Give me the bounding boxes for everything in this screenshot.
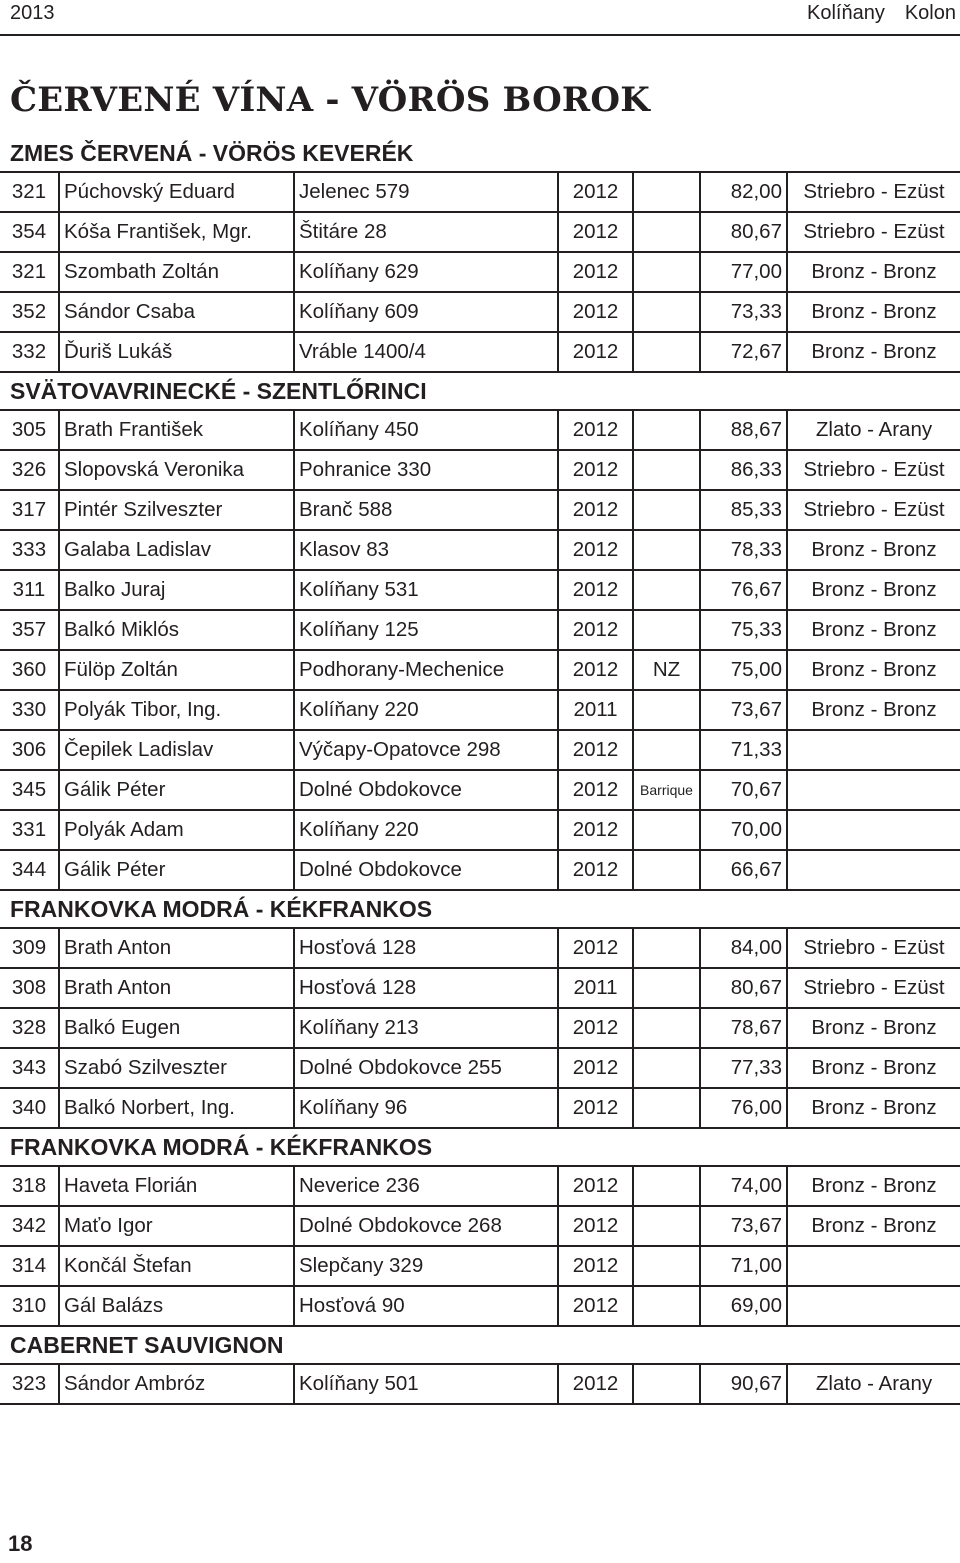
producer-address-cell: Kolíňany 213	[294, 1008, 558, 1048]
vintage-year-cell: 2012	[558, 1048, 633, 1088]
entry-number-cell: 305	[0, 410, 59, 450]
vintage-year-cell: 2012	[558, 610, 633, 650]
medal-cell: Striebro - Ezüst	[787, 968, 960, 1008]
results-table	[0, 409, 960, 891]
results-list	[0, 135, 960, 1405]
medal-cell: Bronz - Bronz	[787, 690, 960, 730]
section-title: ZMES ČERVENÁ - VÖRÖS KEVERÉK	[10, 140, 414, 166]
entry-number-cell: 308	[0, 968, 59, 1008]
score-cell: 70,67	[700, 770, 787, 810]
producer-name-cell: Gál Balázs	[59, 1286, 294, 1326]
producer-name-cell: Fülöp Zoltán	[59, 650, 294, 690]
vintage-year-cell: 2012	[558, 570, 633, 610]
wine-note-cell	[633, 1206, 700, 1246]
vintage-year-cell: 2012	[558, 410, 633, 450]
wine-note-cell	[633, 530, 700, 570]
wine-note-cell	[633, 292, 700, 332]
entry-number-cell: 306	[0, 730, 59, 770]
producer-address-cell: Dolné Obdokovce 268	[294, 1206, 558, 1246]
vintage-year-cell: 2012	[558, 1286, 633, 1326]
table-row	[0, 410, 960, 450]
wine-note-cell	[633, 570, 700, 610]
producer-name-cell: Szombath Zoltán	[59, 252, 294, 292]
producer-name-cell: Szabó Szilveszter	[59, 1048, 294, 1088]
wine-note-cell	[633, 450, 700, 490]
entry-number-cell: 354	[0, 212, 59, 252]
producer-address-cell: Vráble 1400/4	[294, 332, 558, 372]
table-row	[0, 212, 960, 252]
producer-address-cell: Výčapy-Opatovce 298	[294, 730, 558, 770]
entry-number-cell: 323	[0, 1364, 59, 1404]
medal-cell	[787, 850, 960, 890]
producer-name-cell: Sándor Ambróz	[59, 1364, 294, 1404]
medal-cell: Zlato - Arany	[787, 410, 960, 450]
results-table	[0, 1363, 960, 1405]
table-row	[0, 450, 960, 490]
producer-address-cell: Kolíňany 450	[294, 410, 558, 450]
table-row	[0, 690, 960, 730]
producer-address-cell: Hosťová 90	[294, 1286, 558, 1326]
producer-name-cell: Brath Anton	[59, 968, 294, 1008]
producer-address-cell: Kolíňany 96	[294, 1088, 558, 1128]
table-row	[0, 928, 960, 968]
score-cell: 86,33	[700, 450, 787, 490]
score-cell: 80,67	[700, 968, 787, 1008]
score-cell: 73,33	[700, 292, 787, 332]
producer-address-cell: Neverice 236	[294, 1166, 558, 1206]
wine-note-cell	[633, 1088, 700, 1128]
score-cell: 80,67	[700, 212, 787, 252]
wine-note-cell	[633, 1286, 700, 1326]
vintage-year-cell: 2011	[558, 690, 633, 730]
producer-name-cell: Haveta Florián	[59, 1166, 294, 1206]
producer-name-cell: Gálik Péter	[59, 850, 294, 890]
entry-number-cell: 344	[0, 850, 59, 890]
score-cell: 69,00	[700, 1286, 787, 1326]
score-cell: 77,33	[700, 1048, 787, 1088]
page-header	[0, 0, 960, 36]
score-cell: 66,67	[700, 850, 787, 890]
wine-note-cell	[633, 332, 700, 372]
vintage-year-cell: 2012	[558, 530, 633, 570]
table-row	[0, 1286, 960, 1326]
producer-name-cell: Polyák Tibor, Ing.	[59, 690, 294, 730]
table-row	[0, 810, 960, 850]
vintage-year-cell: 2012	[558, 928, 633, 968]
producer-name-cell: Ďuriš Lukáš	[59, 332, 294, 372]
section-title: CABERNET SAUVIGNON	[10, 1332, 284, 1358]
producer-address-cell: Kolíňany 609	[294, 292, 558, 332]
entry-number-cell: 310	[0, 1286, 59, 1326]
entry-number-cell: 318	[0, 1166, 59, 1206]
header-rule	[0, 34, 960, 36]
table-row	[0, 1364, 960, 1404]
producer-address-cell: Kolíňany 125	[294, 610, 558, 650]
wine-note-cell	[633, 1364, 700, 1404]
vintage-year-cell: 2012	[558, 650, 633, 690]
medal-cell: Bronz - Bronz	[787, 530, 960, 570]
results-table	[0, 927, 960, 1129]
table-row	[0, 1206, 960, 1246]
medal-cell: Bronz - Bronz	[787, 332, 960, 372]
wine-note-cell	[633, 968, 700, 1008]
producer-address-cell: Pohranice 330	[294, 450, 558, 490]
producer-address-cell: Kolíňany 220	[294, 810, 558, 850]
vintage-year-cell: 2012	[558, 1206, 633, 1246]
medal-cell: Bronz - Bronz	[787, 1048, 960, 1088]
producer-name-cell: Končál Štefan	[59, 1246, 294, 1286]
entry-number-cell: 311	[0, 570, 59, 610]
medal-cell	[787, 770, 960, 810]
producer-name-cell: Galaba Ladislav	[59, 530, 294, 570]
vintage-year-cell: 2012	[558, 450, 633, 490]
score-cell: 82,00	[700, 172, 787, 212]
vintage-year-cell: 2012	[558, 292, 633, 332]
vintage-year-cell: 2011	[558, 968, 633, 1008]
medal-cell: Bronz - Bronz	[787, 570, 960, 610]
wine-note-cell: Barrique	[633, 770, 700, 810]
table-row	[0, 172, 960, 212]
header-place-sk: Kolíňany	[807, 2, 885, 24]
wine-note-cell	[633, 1008, 700, 1048]
table-row	[0, 570, 960, 610]
wine-note-cell	[633, 928, 700, 968]
wine-note-cell	[633, 212, 700, 252]
score-cell: 78,67	[700, 1008, 787, 1048]
vintage-year-cell: 2012	[558, 1088, 633, 1128]
producer-name-cell: Balkó Eugen	[59, 1008, 294, 1048]
producer-name-cell: Balkó Norbert, Ing.	[59, 1088, 294, 1128]
entry-number-cell: 343	[0, 1048, 59, 1088]
section-title: SVÄTOVAVRINECKÉ - SZENTLŐRINCI	[10, 378, 427, 404]
medal-cell: Bronz - Bronz	[787, 292, 960, 332]
table-row	[0, 1008, 960, 1048]
table-row	[0, 1166, 960, 1206]
producer-name-cell: Maťo Igor	[59, 1206, 294, 1246]
wine-note-cell	[633, 1246, 700, 1286]
table-row	[0, 1246, 960, 1286]
score-cell: 88,67	[700, 410, 787, 450]
producer-address-cell: Dolné Obdokovce	[294, 850, 558, 890]
producer-name-cell: Kóša František, Mgr.	[59, 212, 294, 252]
producer-address-cell: Jelenec 579	[294, 172, 558, 212]
table-row	[0, 650, 960, 690]
entry-number-cell: 345	[0, 770, 59, 810]
table-row	[0, 730, 960, 770]
page-number: 18	[8, 1531, 33, 1556]
entry-number-cell: 326	[0, 450, 59, 490]
vintage-year-cell: 2012	[558, 770, 633, 810]
producer-name-cell: Brath František	[59, 410, 294, 450]
table-row	[0, 332, 960, 372]
medal-cell	[787, 730, 960, 770]
producer-name-cell: Slopovská Veronika	[59, 450, 294, 490]
medal-cell: Zlato - Arany	[787, 1364, 960, 1404]
wine-note-cell	[633, 730, 700, 770]
producer-address-cell: Dolné Obdokovce	[294, 770, 558, 810]
vintage-year-cell: 2012	[558, 1364, 633, 1404]
medal-cell: Bronz - Bronz	[787, 252, 960, 292]
medal-cell: Bronz - Bronz	[787, 1166, 960, 1206]
entry-number-cell: 352	[0, 292, 59, 332]
wine-note-cell	[633, 490, 700, 530]
score-cell: 78,33	[700, 530, 787, 570]
producer-name-cell: Brath Anton	[59, 928, 294, 968]
entry-number-cell: 331	[0, 810, 59, 850]
vintage-year-cell: 2012	[558, 1166, 633, 1206]
vintage-year-cell: 2012	[558, 332, 633, 372]
header-place	[787, 2, 956, 25]
vintage-year-cell: 2012	[558, 252, 633, 292]
vintage-year-cell: 2012	[558, 810, 633, 850]
wine-note-cell	[633, 1166, 700, 1206]
results-table	[0, 171, 960, 373]
score-cell: 70,00	[700, 810, 787, 850]
page-title: ČERVENÉ VÍNA - VÖRÖS BOROK	[10, 80, 650, 120]
entry-number-cell: 332	[0, 332, 59, 372]
producer-name-cell: Púchovský Eduard	[59, 172, 294, 212]
entry-number-cell: 357	[0, 610, 59, 650]
table-row	[0, 850, 960, 890]
producer-name-cell: Čepilek Ladislav	[59, 730, 294, 770]
score-cell: 84,00	[700, 928, 787, 968]
table-row	[0, 770, 960, 810]
medal-cell: Bronz - Bronz	[787, 1088, 960, 1128]
entry-number-cell: 330	[0, 690, 59, 730]
producer-address-cell: Kolíňany 629	[294, 252, 558, 292]
wine-note-cell	[633, 690, 700, 730]
wine-note-cell	[633, 610, 700, 650]
producer-address-cell: Podhorany-Mechenice	[294, 650, 558, 690]
score-cell: 76,00	[700, 1088, 787, 1128]
wine-note-cell	[633, 252, 700, 292]
wine-note-cell	[633, 1048, 700, 1088]
medal-cell: Bronz - Bronz	[787, 610, 960, 650]
wine-note-cell: NZ	[633, 650, 700, 690]
producer-name-cell: Polyák Adam	[59, 810, 294, 850]
producer-address-cell: Hosťová 128	[294, 968, 558, 1008]
producer-address-cell: Klasov 83	[294, 530, 558, 570]
table-row	[0, 610, 960, 650]
entry-number-cell: 314	[0, 1246, 59, 1286]
score-cell: 73,67	[700, 1206, 787, 1246]
score-cell: 73,67	[700, 690, 787, 730]
entry-number-cell: 321	[0, 252, 59, 292]
vintage-year-cell: 2012	[558, 172, 633, 212]
entry-number-cell: 328	[0, 1008, 59, 1048]
table-row	[0, 530, 960, 570]
vintage-year-cell: 2012	[558, 490, 633, 530]
medal-cell: Bronz - Bronz	[787, 1206, 960, 1246]
producer-address-cell: Slepčany 329	[294, 1246, 558, 1286]
medal-cell: Striebro - Ezüst	[787, 450, 960, 490]
entry-number-cell: 321	[0, 172, 59, 212]
producer-address-cell: Štitáre 28	[294, 212, 558, 252]
producer-address-cell: Dolné Obdokovce 255	[294, 1048, 558, 1088]
vintage-year-cell: 2012	[558, 730, 633, 770]
vintage-year-cell: 2012	[558, 1008, 633, 1048]
results-table	[0, 1165, 960, 1327]
producer-address-cell: Branč 588	[294, 490, 558, 530]
vintage-year-cell: 2012	[558, 850, 633, 890]
medal-cell: Striebro - Ezüst	[787, 172, 960, 212]
medal-cell: Bronz - Bronz	[787, 1008, 960, 1048]
producer-name-cell: Sándor Csaba	[59, 292, 294, 332]
header-year: 2013	[10, 2, 55, 24]
table-row	[0, 490, 960, 530]
score-cell: 71,33	[700, 730, 787, 770]
producer-address-cell: Kolíňany 220	[294, 690, 558, 730]
producer-name-cell: Gálik Péter	[59, 770, 294, 810]
medal-cell: Striebro - Ezüst	[787, 212, 960, 252]
medal-cell	[787, 1286, 960, 1326]
medal-cell	[787, 810, 960, 850]
wine-note-cell	[633, 410, 700, 450]
score-cell: 76,67	[700, 570, 787, 610]
medal-cell	[787, 1246, 960, 1286]
section-title: FRANKOVKA MODRÁ - KÉKFRANKOS	[10, 1134, 433, 1160]
score-cell: 75,00	[700, 650, 787, 690]
entry-number-cell: 333	[0, 530, 59, 570]
wine-note-cell	[633, 850, 700, 890]
wine-note-cell	[633, 172, 700, 212]
entry-number-cell: 340	[0, 1088, 59, 1128]
entry-number-cell: 309	[0, 928, 59, 968]
score-cell: 85,33	[700, 490, 787, 530]
entry-number-cell: 317	[0, 490, 59, 530]
header-place-hu: Kolon	[904, 2, 956, 24]
vintage-year-cell: 2012	[558, 1246, 633, 1286]
medal-cell: Striebro - Ezüst	[787, 490, 960, 530]
table-row	[0, 1088, 960, 1128]
entry-number-cell: 342	[0, 1206, 59, 1246]
producer-name-cell: Balkó Miklós	[59, 610, 294, 650]
section-title: FRANKOVKA MODRÁ - KÉKFRANKOS	[10, 896, 433, 922]
score-cell: 72,67	[700, 332, 787, 372]
entry-number-cell: 360	[0, 650, 59, 690]
score-cell: 77,00	[700, 252, 787, 292]
producer-address-cell: Kolíňany 531	[294, 570, 558, 610]
score-cell: 74,00	[700, 1166, 787, 1206]
medal-cell: Bronz - Bronz	[787, 650, 960, 690]
medal-cell: Striebro - Ezüst	[787, 928, 960, 968]
wine-note-cell	[633, 810, 700, 850]
table-row	[0, 292, 960, 332]
producer-name-cell: Pintér Szilveszter	[59, 490, 294, 530]
table-row	[0, 968, 960, 1008]
vintage-year-cell: 2012	[558, 212, 633, 252]
score-cell: 71,00	[700, 1246, 787, 1286]
table-row	[0, 252, 960, 292]
score-cell: 90,67	[700, 1364, 787, 1404]
score-cell: 75,33	[700, 610, 787, 650]
producer-address-cell: Kolíňany 501	[294, 1364, 558, 1404]
table-row	[0, 1048, 960, 1088]
producer-name-cell: Balko Juraj	[59, 570, 294, 610]
producer-address-cell: Hosťová 128	[294, 928, 558, 968]
